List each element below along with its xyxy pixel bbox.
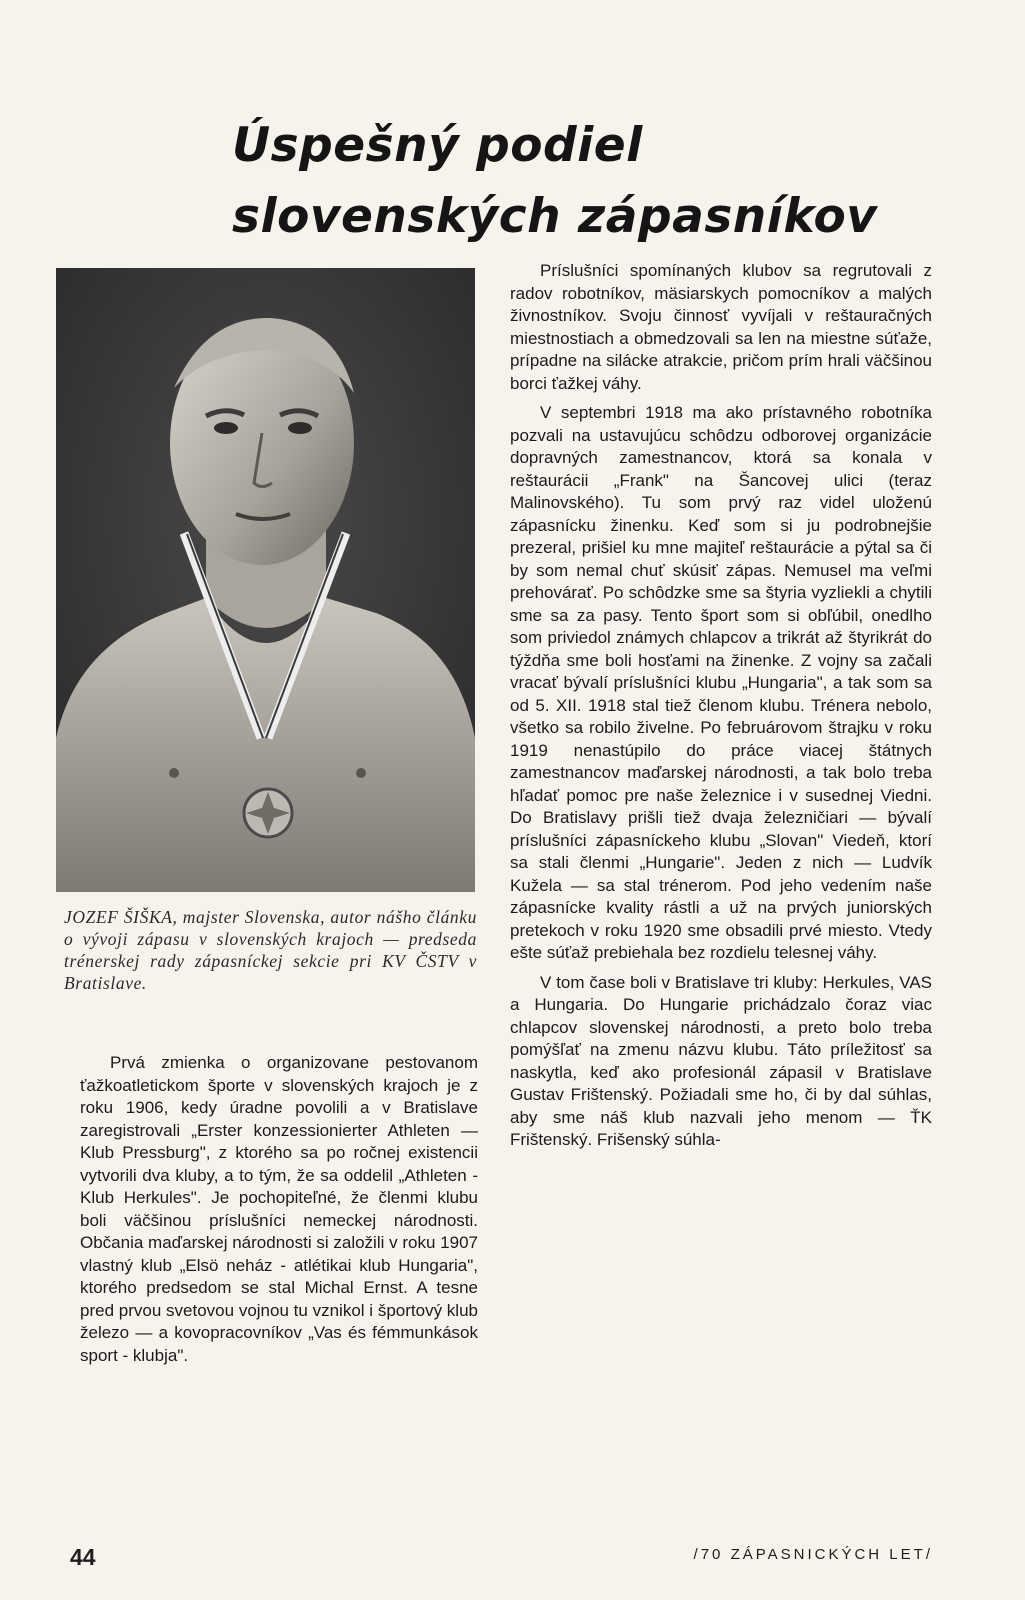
portrait-illustration: [56, 268, 475, 892]
paragraph: V tom čase boli v Bratislave tri kluby: Herkules, VAS a Hungaria. Do Hungarie prichádzalo čoraz viac chlapcov slovenskej národnosti, a preto bolo treba pomýšľať na zmenu názvu klubu. Táto príležitosť sa naskytla, keď ako profesionál zápasil v Bratislave Gustav Frištenský. Požiadali sme ho, či by dal súhlas, aby sme náš klub nazvali jeho menom — ŤK Frištenský. Frišenský súhla-: [510, 972, 932, 1149]
running-footer: /70 ZÁPASNICKÝCH LET/: [693, 1546, 933, 1563]
article-title-line-2: slovenských zápasníkov: [232, 189, 878, 245]
photo-caption: JOZEF ŠIŠKA, majster Slovenska, autor nášho článku o vývoji zápasu v slovenských krajoch — predseda trénerskej rady zápasníckej sekcie pri KV ČSTV v Bratislave.: [64, 907, 477, 994]
portrait-photo: [56, 268, 475, 892]
left-column: [80, 1052, 478, 1367]
article-title: [232, 110, 972, 253]
right-column: [510, 260, 932, 1152]
paragraph: V septembri 1918 ma ako prístavného robotníka pozvali na ustavujúcu schôdzu odborovej organizácie dopravných zamestnancov, ktorá sa konala v reštaurácii „Frank" na Šancovej ulici (teraz Malinovského). Tu som prvý raz videl uloženú zápasnícku žinenku. Keď som si ju podrobnejšie prezeral, prišiel ku mne majiteľ reštaurácie a pýtal sa či by som nemal chuť skúsiť zápas. Nemusel ma veľmi prehovárať. Po schôdzke sme sa štyria vyzliekli a chytili sme sa za pasy. Tento šport som si obľúbil, onedlho som priviedol známych chlapcov a trikrát až štyrikrát do týždňa sme boli hosťami na žinenke. Z vojny sa začali vracať bývalí príslušníci klubu „Hungaria", a tak som sa od 5. XII. 1918 stal tiež členom klubu. Trénera nebolo, všetko sa robilo živelne. Po februárovom štrajku v roku 1919 nenastúpilo do práce viacej štátnych zamestnancov maďarskej národnosti, a tak bolo treba hľadať pomoc pre naše železnice i v susednej Viedni. Do Bratislavy prišli tiež dvaja železničiari — bývalí príslušníci zápasníckeho klubu „Slovan" Viedeň, ktorí sa stali členmi „Hungarie". Jeden z nich — Ludvík Kužela — sa stal trénerom. Pod jeho vedením naše zápasnícke kvality rástli a už na prvých juniorských pretekoch v roku 1920 sme obsadili prvé miesto. Vtedy ešte súťaž prebiehala bez rozdielu telesnej váhy.: [510, 403, 932, 962]
paragraph: Príslušníci spomínaných klubov sa regrutovali z radov robotníkov, mäsiarskych pomocníkov a malých živnostníkov. Svoju činnosť vyvíjali v reštauračných miestnostiach a obmedzovali sa len na miestne súťaže, prípadne na silácke atrakcie, pričom prím hrali väčšinou borci ťažkej váhy.: [510, 261, 932, 393]
article-title-line-1: Úspešný podiel: [232, 118, 643, 173]
paragraph: Prvá zmienka o organizovane pestovanom ťažkoatletickom športe v slovenských krajoch je z roku 1906, kedy úradne povolili a v Bratislave zaregistrovali „Erster konzessionierter Athleten — Klub Pressburg", z ktorého sa po ročnej existencii vytvorili dva kluby, a to tým, že sa oddelil „Athleten - Klub Herkules". Je pochopiteľné, že členmi klubu boli väčšinou príslušníci nemeckej národnosti. Občania maďarskej národnosti si založili v roku 1907 vlastný klub „Elsö neház - atlétikai klub Hungaria", ktorého predsedom se stal Michal Ernst. A tesne pred prvou svetovou vojnou tu vznikol i športový klub železo — a kovopracovníkov „Vas és fémmunkások sport - klubja".: [80, 1053, 478, 1365]
page-number: 44: [70, 1544, 96, 1570]
